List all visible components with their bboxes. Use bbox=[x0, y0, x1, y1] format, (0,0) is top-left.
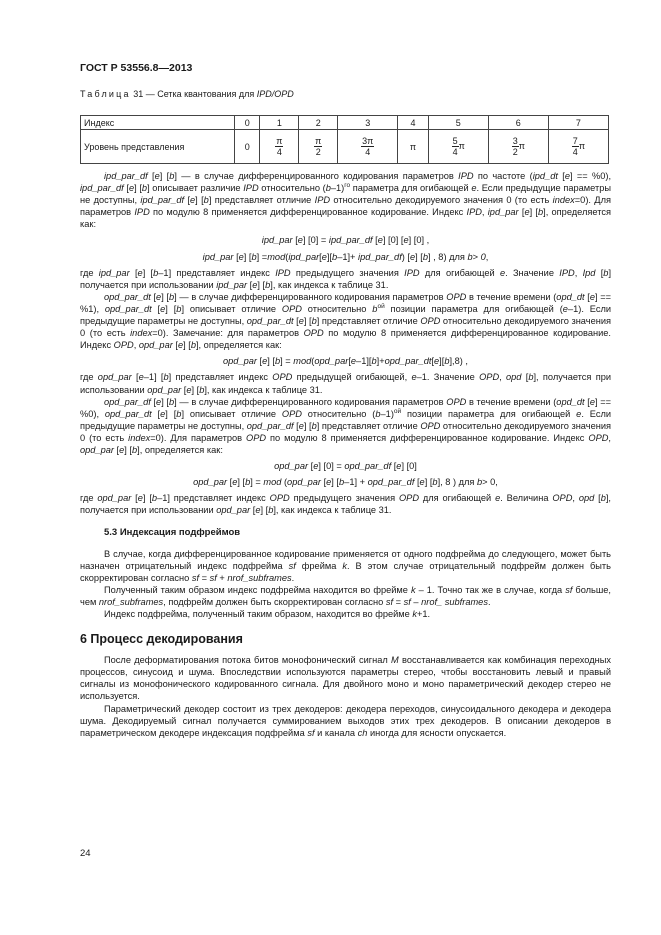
row-label-index: Индекс bbox=[81, 116, 235, 130]
level-cell: $\frac{5}{4}$ π bbox=[428, 130, 488, 164]
standard-header: ГОСТ Р 53556.8—2013 bbox=[80, 62, 193, 74]
paragraph: где opd_par [e] [b–1] представляет индекс OPD предыдущего значения OPD для огибающей e. Величина OPD, opd [b], получается при использовании opd_par [e] [b], как индекса к таблице 31. bbox=[80, 493, 611, 516]
index-cell: 7 bbox=[548, 116, 608, 130]
index-cell: 4 bbox=[398, 116, 428, 130]
paragraph: где ipd_par [e] [b–1] представляет индекс IPD предыдущего значения IPD для огибающей e. Значение IPD, Ipd [b] получается при использовании ipd_par [e] [b], как индекса к таблице 31. bbox=[80, 267, 612, 290]
formula: opd_par [e] [0] = opd_par_df [e] [0] bbox=[274, 461, 417, 472]
table-row-index bbox=[81, 116, 609, 130]
index-cell: 0 bbox=[235, 116, 260, 130]
paragraph: В случае, когда дифференцированное кодирование применяется от одного подфрейма до следующего, может быть назначен отрицательный индекс подфрейма sf фрейма k. В этом случае отрицательный подфрейм должен быть скорректирован согласно sf = sf + nrof_subframes. bbox=[80, 548, 611, 583]
index-cell: 6 bbox=[488, 116, 548, 130]
caption-text: 31 — Сетка квантования для bbox=[130, 89, 257, 99]
paragraph: После деформатирования потока битов монофонический сигнал M восстанавливается как комбинация переходных процессов, синусоид и шума. Впоследствии используются параметры стерео, чтобы восстановить левый и правый сигналы из монофонического кодированного сигнала. Для двойного моно и моно параметрический декодер стерео не используется. bbox=[80, 655, 611, 702]
index-cell: 3 bbox=[338, 116, 398, 130]
paragraph: ipd_par_df [e] [b] — в случае дифференцированного кодирования параметров IPD по частоте (ipd_dt [e] == %0), ipd_par_df [e] [b] описывает различие IPD относительно $(b-1)^{го}$ параметра для огибающей e. Если предыдущие параметры не доступны, ipd_par_df [e] [b] представляет отличие IPD относительно декодируемого значения 0 (то есть index=0). Для параметров IPD по модулю 8 применяется дифференцированное кодирование. Индекс IPD, ipd_par [e] [b], определяется как: bbox=[80, 171, 612, 230]
paragraph: где opd_par [e–1] [b] представляет индекс OPD предыдущей огибающей, e–1. Значение OPD, opd [b], получается при использовании opd_par [e] [b], как индекса к таблице 31. bbox=[80, 372, 612, 395]
table-row-level bbox=[81, 130, 609, 164]
level-cell: $\frac{3\pi}{4}$ bbox=[338, 130, 398, 164]
paragraph: Параметрический декодер состоит из трех декодеров: декодера переходов, синусоидального декодера и декодера шума. Декодируемый сигнал получается суммированием выходов этих трех декодеров. В описании декодеров в параметрическом декодере индексация подфрейма sf и канала ch иногда для ясности опускается. bbox=[80, 703, 611, 738]
caption-tail: IPD/OPD bbox=[256, 89, 294, 99]
level-cell: 0 bbox=[235, 130, 260, 164]
index-cell: 5 bbox=[428, 116, 488, 130]
formula: ipd_par [e] [0] = ipd_par_df [e] [0] [e] [0] , bbox=[261, 235, 430, 246]
formula: ipd_par [e] [b] =mod(ipd_par[e][b–1]+ ipd_par_df) [e] [b] , 8) для b> 0, bbox=[202, 251, 489, 262]
section-heading-5-3: 5.3 Индексация подфреймов bbox=[104, 527, 241, 539]
level-cell: $\frac{\pi}{4}$ bbox=[260, 130, 299, 164]
level-cell: $\frac{3}{2}$ π bbox=[488, 130, 548, 164]
paragraph: opd_par_dt [e] [b] — в случае дифференцированного кодирования параметров OPD в течение времени (opd_dt [e] == %1), opd_par_dt [e] [b] описывает отличие OPD относительно $b^{ой}$ позиции параметра для огибающей (e–1). Если предыдущие параметры не доступны, opd_par_dt [e] [b] представляет отличие OPD относительно декодируемого значения 0 (то есть index=0). Замечание: для параметров OPD по модулю 8 применяется дифференцированное кодирование. Индекс OPD, opd_par [e] [b], определяется как: bbox=[80, 291, 612, 351]
level-cell: $\frac{7}{4}$ π bbox=[548, 130, 608, 164]
level-cell: $\frac{\pi}{2}$ bbox=[299, 130, 338, 164]
caption-word: Таблица bbox=[80, 89, 131, 99]
index-cell: 1 bbox=[260, 116, 299, 130]
row-label-level: Уровень представления bbox=[81, 130, 235, 164]
formula: opd_par [e] [b] = mod (opd_par [e] [b–1] + opd_par_df [e] [b], 8 ) для b> 0, bbox=[193, 477, 498, 488]
paragraph: opd_par_df [e] [b] — в случае дифференцированного кодирования параметров OPD в течение времени (opd_dt [e] == %0), opd_par_dt [e] [b] описывает отличие OPD относительно $(b-1)^{ой}$ позиции параметра для огибающей e. Если предыдущие параметры не доступны, opd_par_df [e] [b] представляет отличие OPD относительно декодируемого значения 0 (то есть index=0). Для параметров OPD по модулю 8 применяется дифференцированное кодирование. Индекс OPD, opd_par [e] [b], определяется как: bbox=[80, 396, 612, 455]
section-heading-6: 6 Процесс декодирования bbox=[80, 632, 243, 647]
body-text bbox=[80, 170, 611, 739]
index-cell: 2 bbox=[299, 116, 338, 130]
paragraph: Индекс подфрейма, полученный таким образом, находится во фрейме k+1. bbox=[104, 609, 431, 619]
quantization-table bbox=[80, 115, 609, 164]
level-cell: π bbox=[398, 130, 428, 164]
page-number: 24 bbox=[80, 848, 91, 859]
paragraph: Полученный таким образом индекс подфрейма находится во фрейме k – 1. Точно так же в случае, когда sf больше, чем nrof_subframes, подфрейм должен быть скорректирован согласно sf = sf – nrof_ subframes. bbox=[80, 584, 611, 607]
table-caption bbox=[80, 89, 294, 99]
formula: opd_par [e] [b] = mod(opd_par[e–1][b]+opd_par_dt[e][b],8) , bbox=[223, 356, 468, 367]
